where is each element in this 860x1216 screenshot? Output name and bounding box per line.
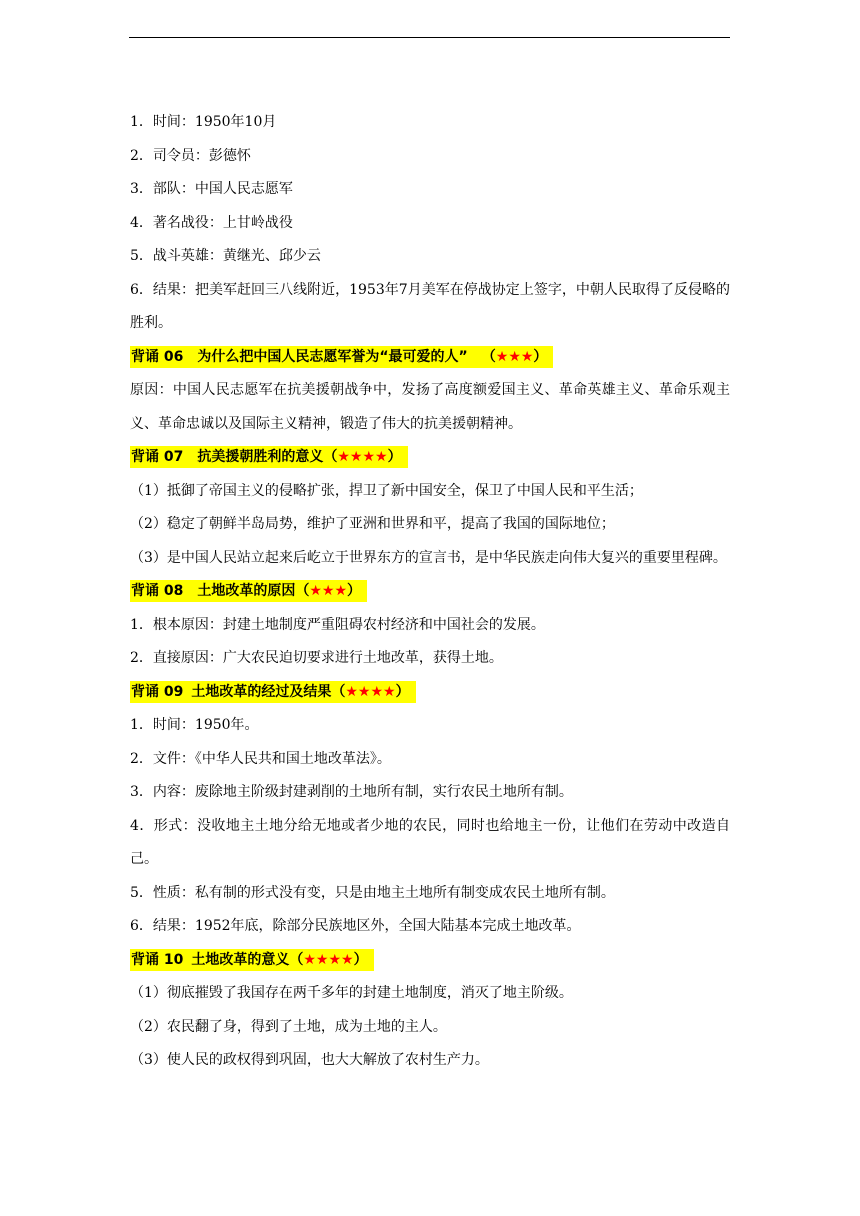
list-item: 2．直接原因：广大农民迫切要求进行土地改革，获得土地。 <box>130 650 503 666</box>
heading-title: 为什么把中国人民志愿军誉为“最可爱的人” <box>197 348 468 365</box>
bracket-open: （ <box>331 683 346 700</box>
list-item: 1．时间：1950年。 <box>130 717 259 733</box>
paragraph: 原因：中国人民志愿军在抗美援朝战争中，发扬了高度额爱国主义、革命英雄主义、革命乐观主义、革命忠诚以及国际主义精神，锻造了伟大的抗美援朝精神。 <box>130 382 730 432</box>
list-item: （3）是中国人民站立起来后屹立于世界东方的宣言书，是中华民族走向伟大复兴的重要里程碑。 <box>130 549 727 566</box>
list-item: 4．形式：没收地主土地分给无地或者少地的农民，同时也给地主一份，让他们在劳动中改造自己。 <box>130 817 730 867</box>
list-item: 6．结果：把美军赶回三八线附近，1953年7月美军在停战协定上签字，中朝人民取得了反侵略的胜利。 <box>130 281 730 331</box>
star-rating: ★★★★ <box>303 951 354 968</box>
bracket-open: （ <box>295 583 310 599</box>
heading-title: 土地改革的经过及结果 <box>191 683 332 700</box>
list-item: （1）抵御了帝国主义的侵略扩张，捍卫了新中国安全，保卫了中国人民和平生活； <box>130 482 643 499</box>
star-rating: ★★★★ <box>345 683 396 700</box>
bracket-close: ） <box>347 583 362 599</box>
heading-highlight <box>130 580 367 602</box>
bracket-open: （ <box>323 449 338 465</box>
bracket-open: （ <box>289 951 304 968</box>
heading-title: 土地改革的原因 <box>197 583 296 599</box>
heading-number: 背诵 06 <box>131 348 184 365</box>
bracket-close: ） <box>533 348 548 365</box>
list-item: 5．性质：私有制的形式没有变，只是由地主土地所有制变成农民土地所有制。 <box>130 884 615 901</box>
list-item: 1．时间：1950年10月 <box>130 114 277 130</box>
star-rating: ★★★ <box>495 348 534 365</box>
section-heading-10 <box>130 944 730 978</box>
list-item: （2）稳定了朝鲜半岛局势，维护了亚洲和世界和平，提高了我国的国际地位； <box>130 516 615 532</box>
list-item: （3）使人民的政权得到巩固，也大大解放了农村生产力。 <box>130 1052 489 1068</box>
list-item: 2．文件：《中华人民共和国土地改革法》。 <box>130 750 391 767</box>
list-item: （2）农民翻了身，得到了土地，成为土地的主人。 <box>130 1018 447 1035</box>
header-rule <box>129 37 730 38</box>
list-item: 3．内容：废除地主阶级封建剥削的土地所有制，实行农民土地所有制。 <box>130 784 573 800</box>
section-heading-08 <box>130 575 730 609</box>
list-item: 1．根本原因：封建土地制度严重阻碍农村经济和中国社会的发展。 <box>130 616 545 633</box>
heading-highlight <box>130 346 553 368</box>
heading-highlight <box>130 949 374 971</box>
heading-highlight <box>130 446 408 468</box>
list-item: 3．部队：中国人民志愿军 <box>130 181 293 197</box>
section-heading-06 <box>130 341 730 375</box>
heading-highlight <box>130 681 416 703</box>
star-rating: ★★★ <box>309 583 348 599</box>
star-rating: ★★★★ <box>337 449 388 465</box>
bracket-open: （ <box>481 348 496 365</box>
document-body <box>130 106 730 1078</box>
list-item: 2．司令员：彭德怀 <box>130 147 251 164</box>
bracket-close: ） <box>387 449 402 465</box>
list-item: 6．结果：1952年底，除部分民族地区外，全国大陆基本完成土地改革。 <box>130 918 581 934</box>
bracket-close: ） <box>395 683 410 700</box>
list-item: 4．著名战役：上甘岭战役 <box>130 214 293 231</box>
heading-number: 背诵 09 <box>131 683 184 700</box>
section-heading-07 <box>130 441 730 475</box>
list-item: 5．战斗英雄：黄继光、邱少云 <box>130 248 321 264</box>
heading-number: 背诵 08 <box>131 583 184 599</box>
heading-title: 土地改革的意义 <box>191 951 290 968</box>
list-item: （1）彻底摧毁了我国存在两千多年的封建土地制度，消灭了地主阶级。 <box>130 985 573 1001</box>
heading-number: 背诵 10 <box>131 951 184 968</box>
bracket-close: ） <box>353 951 368 968</box>
heading-number: 背诵 07 <box>131 449 184 465</box>
section-heading-09 <box>130 676 730 710</box>
heading-title: 抗美援朝胜利的意义 <box>197 449 324 465</box>
